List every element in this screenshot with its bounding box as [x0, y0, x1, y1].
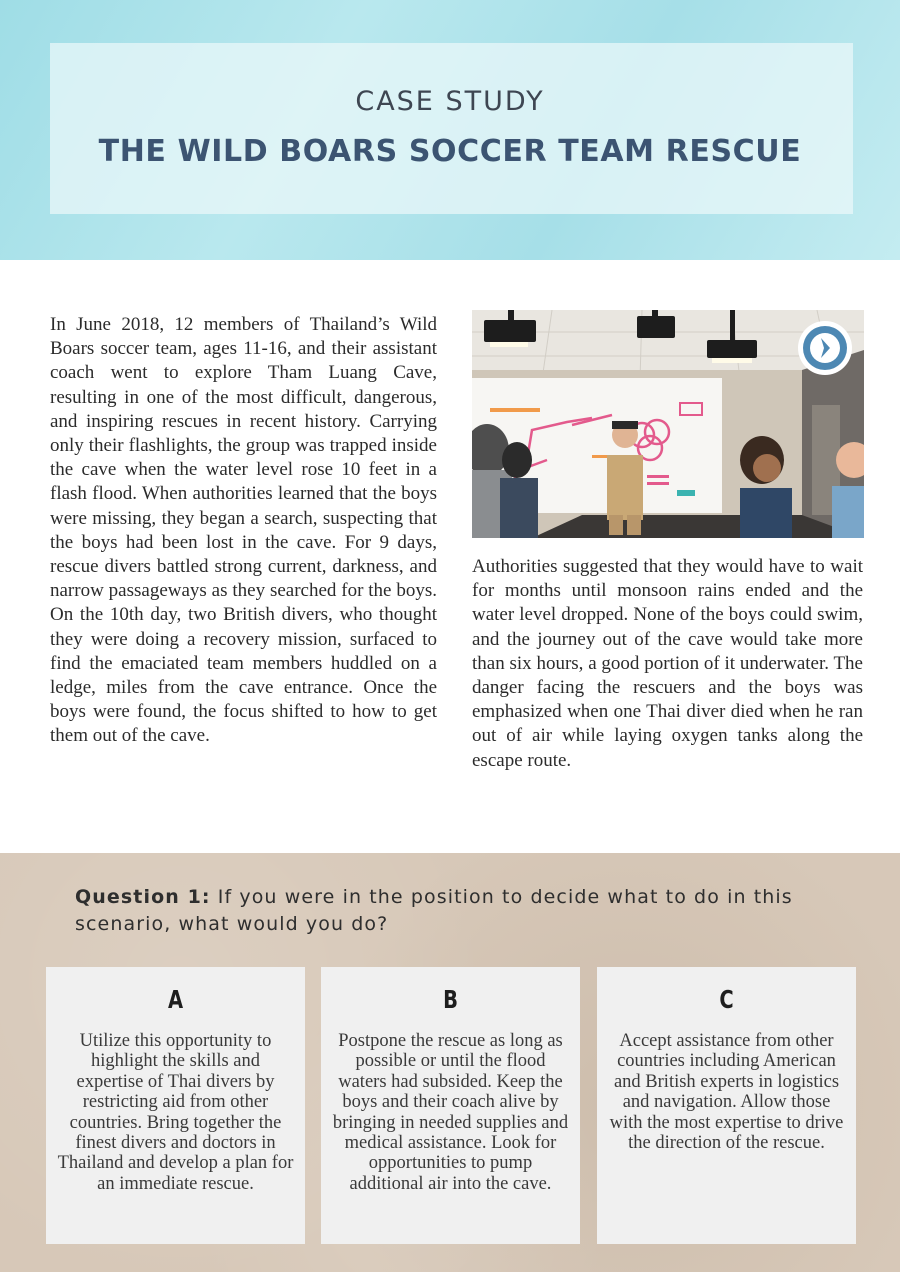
- option-card-b[interactable]: [321, 967, 580, 1244]
- question-prompt: [75, 884, 835, 938]
- option-card-c[interactable]: [597, 967, 856, 1244]
- option-letter: C: [719, 985, 734, 1014]
- option-card-a[interactable]: [46, 967, 305, 1244]
- option-text: Accept assistance from other countries including American and British experts in logistics and navigation. Allow those with the most expertise to drive the direction of the rescue.: [609, 1031, 844, 1154]
- option-letter: B: [443, 985, 458, 1014]
- page-title: THE WILD BOARS SOCCER TEAM RESCUE: [98, 134, 802, 169]
- badge-logo-icon: [798, 321, 852, 375]
- intro-paragraph: In June 2018, 12 members of Thailand’s Wild Boars soccer team, ages 11-16, and their assistant coach went to explore Tham Luang Cave, resulting in one of the most difficult, dangerous, and inspiring rescues in recent history. Carrying only their flashlights, the group was trapped inside the cave when the water level rose 10 feet in a flash flood. When authorities learned that the boys were missing, they began a search, suspecting that the boys had been lost in the cave. For 9 days, rescue divers battled strong current, darkness, and narrow passageways as they searched for the boys. On the 10th day, two British divers, who thought they were doing a recovery mission, surfaced to find the emaciated team members huddled on a ledge, miles from the cave entrance. Once the boys were found, the focus shifted to how to get them out of the cave.: [50, 314, 437, 747]
- header-panel: [50, 43, 853, 214]
- option-letter: A: [167, 985, 184, 1014]
- option-text: Postpone the rescue as long as possible or until the flood waters had subsided. Keep the boys and their coach alive by bringing in needed supplies and medical assistance. Look for opportunities to pump additional air into the cave.: [332, 1031, 569, 1194]
- case-study-eyebrow: CASE STUDY: [355, 86, 545, 117]
- continuation-paragraph: Authorities suggested that they would have to wait for months until monsoon rains ended and the water level dropped. None of the boys could swim, and the journey out of the cave would take more than six hours, a good portion of it underwater. The danger facing the rescuers and the boys was emphasized when one Thai diver died when he ran out of air while laying oxygen tanks along the escape route.: [472, 556, 863, 771]
- option-text: Utilize this opportunity to highlight the skills and expertise of Thai divers by restricting aid from other countries. Bring together the finest divers and doctors in Thailand and develop a plan for an immediate rescue.: [57, 1031, 294, 1194]
- question-label: Question 1:: [75, 886, 211, 908]
- question-text: If you were in the position to decide what to do in this scenario, what would you do?: [75, 886, 793, 935]
- meeting-room-illustration: [472, 310, 864, 538]
